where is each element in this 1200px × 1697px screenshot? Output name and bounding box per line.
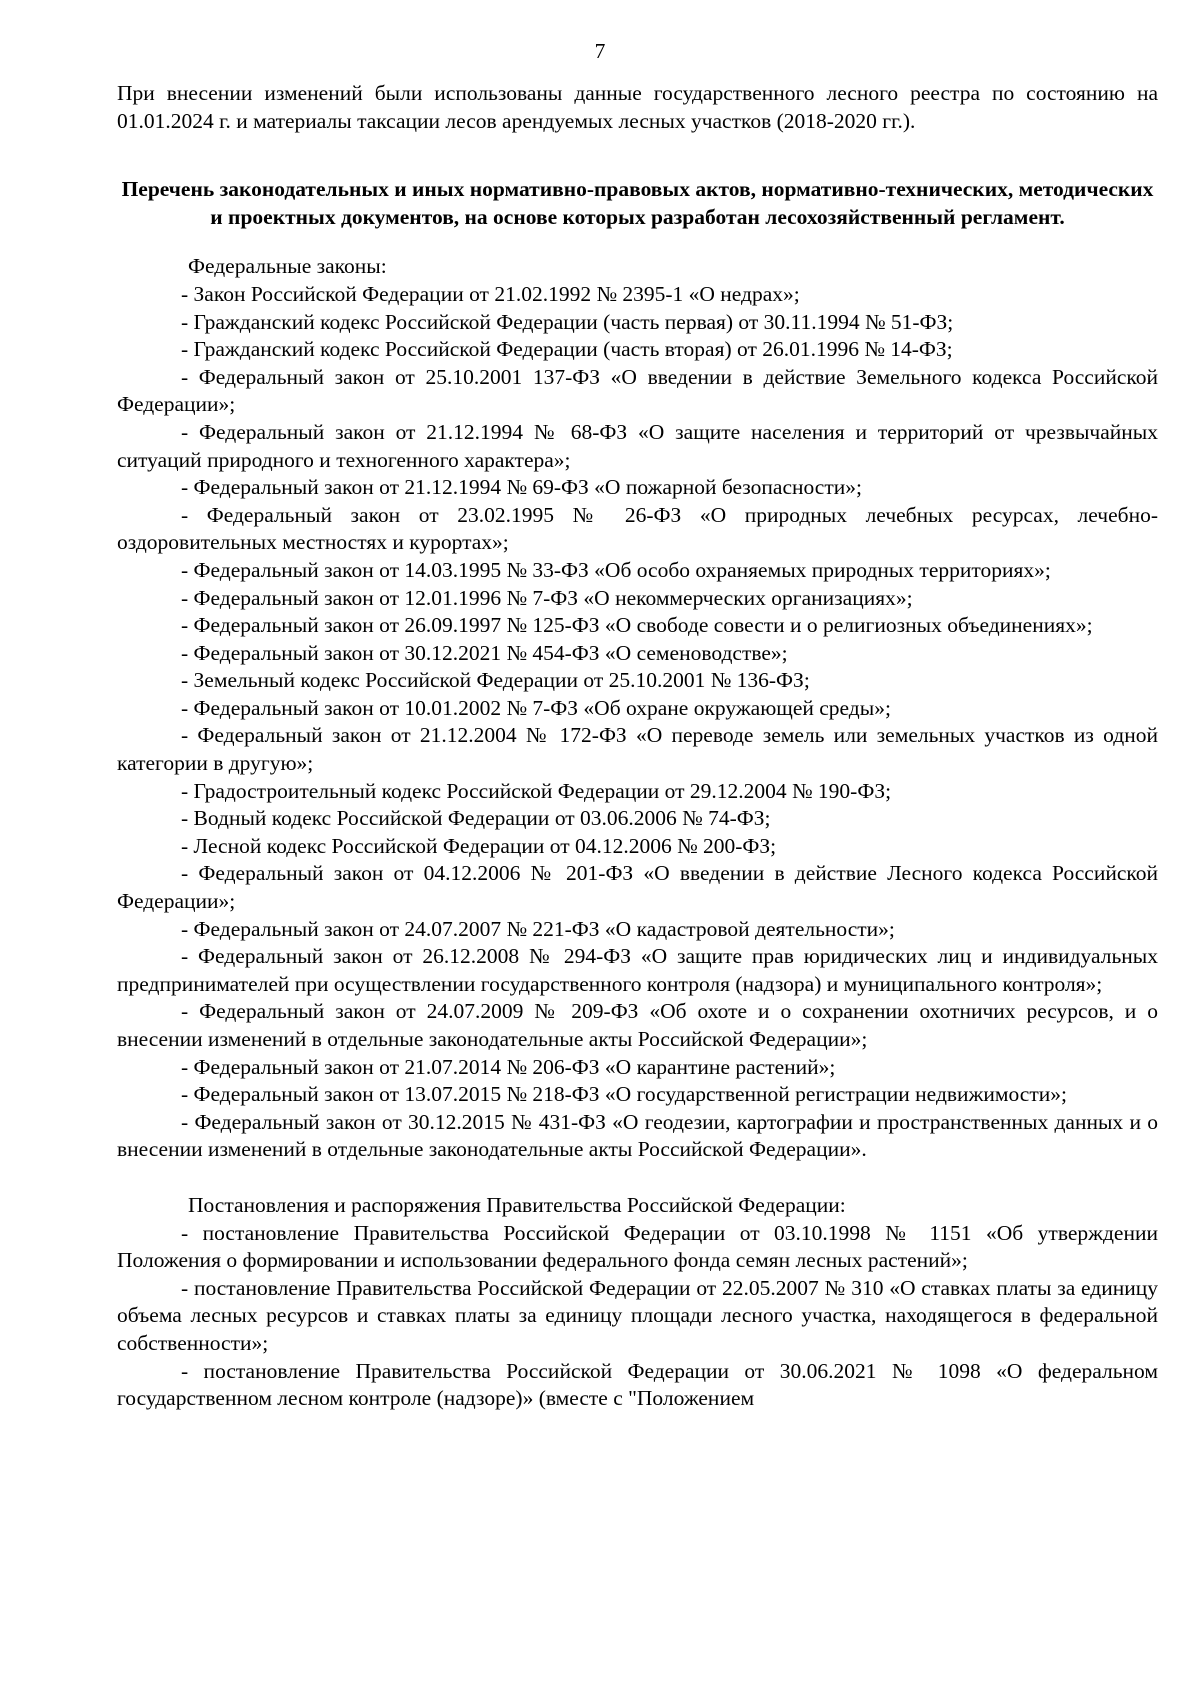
list-item: - Федеральный закон от 13.07.2015 № 218-ФЗ «О государственной регистрации недвижимости»; [181, 1082, 1067, 1107]
list-item: - Закон Российской Федерации от 21.02.1992 № 2395-1 «О недрах»; [181, 281, 800, 306]
list-item: - Федеральный закон от 21.12.1994 № 68-ФЗ «О защите населения и территорий от чрезвычайных ситуаций природного и техногенного характера»; [117, 419, 1158, 472]
list-item: - Градостроительный кодекс Российской Федерации от 29.12.2004 № 190-ФЗ; [181, 778, 892, 803]
list-item: - Федеральный закон от 26.12.2008 № 294-ФЗ «О защите прав юридических лиц и индивидуальных предпринимателей при осуществлении государственного контроля (надзора) и муниципального контроля»; [117, 944, 1158, 996]
federal-laws-section [117, 253, 1158, 1164]
list-item: - Федеральный закон от 10.01.2002 № 7-ФЗ «Об охране окружающей среды»; [181, 695, 891, 720]
intro-paragraph: При внесении изменений были использованы данные государственного лесного реестра по состоянию на 01.01.2024 г. и материалы таксации лесов арендуемых лесных участков (2018-2020 гг.). [117, 81, 1158, 133]
list-item: - Федеральный закон от 30.12.2015 № 431-ФЗ «О геодезии, картографии и пространственных данных и о внесении изменений в отдельные законодательные акты Российской Федерации». [117, 1109, 1158, 1162]
list-item: - постановление Правительства Российской Федерации от 30.06.2021 № 1098 «О федеральном государственном лесном контроле (надзоре)» (вместе с "Положением [117, 1358, 1158, 1411]
government-acts-section [117, 1192, 1158, 1413]
list-item: - Федеральный закон от 14.03.1995 № 33-ФЗ «Об особо охраняемых природных территориях»; [181, 557, 1051, 582]
list-item: - Гражданский кодекс Российской Федерации (часть вторая) от 26.01.1996 № 14-ФЗ; [181, 337, 953, 362]
list-item: - Федеральный закон от 24.07.2009 № 209-ФЗ «Об охоте и о сохранении охотничих ресурсов, и о внесении изменений в отдельные законодательные акты Российской Федерации»; [117, 999, 1158, 1051]
section-title: Перечень законодательных и иных нормативно-правовых актов, нормативно-технических, методических и проектных документов, на основе которых разработан лесохозяйственный регламент. [121, 177, 1154, 229]
government-acts-heading: Постановления и распоряжения Правительства Российской Федерации: [188, 1192, 846, 1217]
federal-laws-heading: Федеральные законы: [188, 254, 387, 279]
list-item: - Федеральный закон от 21.12.2004 № 172-ФЗ «О переводе земель или земельных участков из одной категории в другую»; [117, 723, 1158, 776]
page-number: 7 [594, 39, 606, 63]
list-item: - Гражданский кодекс Российской Федерации (часть первая) от 30.11.1994 № 51-ФЗ; [181, 309, 954, 334]
document-body [117, 80, 1158, 1413]
list-item: - Водный кодекс Российской Федерации от 03.06.2006 № 74-ФЗ; [181, 806, 771, 831]
list-item: - Федеральный закон от 21.12.1994 № 69-ФЗ «О пожарной безопасности»; [181, 475, 862, 500]
list-item: - постановление Правительства Российской Федерации от 03.10.1998 № 1151 «Об утверждении Положения о формировании и использовании федерального фонда семян лесных растений»; [117, 1220, 1158, 1273]
list-item: - Лесной кодекс Российской Федерации от 04.12.2006 № 200-ФЗ; [181, 833, 777, 858]
list-item: - постановление Правительства Российской Федерации от 22.05.2007 № 310 «О ставках платы за единицу объема лесных ресурсов и ставках платы за единицу площади лесного участка, находящегося в федеральной собственности»; [117, 1275, 1158, 1355]
list-item: - Федеральный закон от 12.01.1996 № 7-ФЗ «О некоммерческих организациях»; [181, 585, 913, 610]
list-item: - Федеральный закон от 23.02.1995 № 26-ФЗ «О природных лечебных ресурсах, лечебно-оздоровительных местностях и курортах»; [117, 502, 1158, 555]
list-item: - Земельный кодекс Российской Федерации от 25.10.2001 № 136-ФЗ; [181, 668, 810, 693]
list-item: - Федеральный закон от 24.07.2007 № 221-ФЗ «О кадастровой деятельности»; [181, 916, 895, 941]
list-item: - Федеральный закон от 21.07.2014 № 206-ФЗ «О карантине растений»; [181, 1054, 836, 1079]
list-item: - Федеральный закон от 26.09.1997 № 125-ФЗ «О свободе совести и о религиозных объединениях»; [181, 613, 1093, 638]
list-item: - Федеральный закон от 04.12.2006 № 201-ФЗ «О введении в действие Лесного кодекса Российской Федерации»; [117, 861, 1158, 914]
list-item: - Федеральный закон от 30.12.2021 № 454-ФЗ «О семеноводстве»; [181, 640, 788, 665]
list-item: - Федеральный закон от 25.10.2001 137-ФЗ «О введении в действие Земельного кодекса Российской Федерации»; [117, 364, 1158, 417]
